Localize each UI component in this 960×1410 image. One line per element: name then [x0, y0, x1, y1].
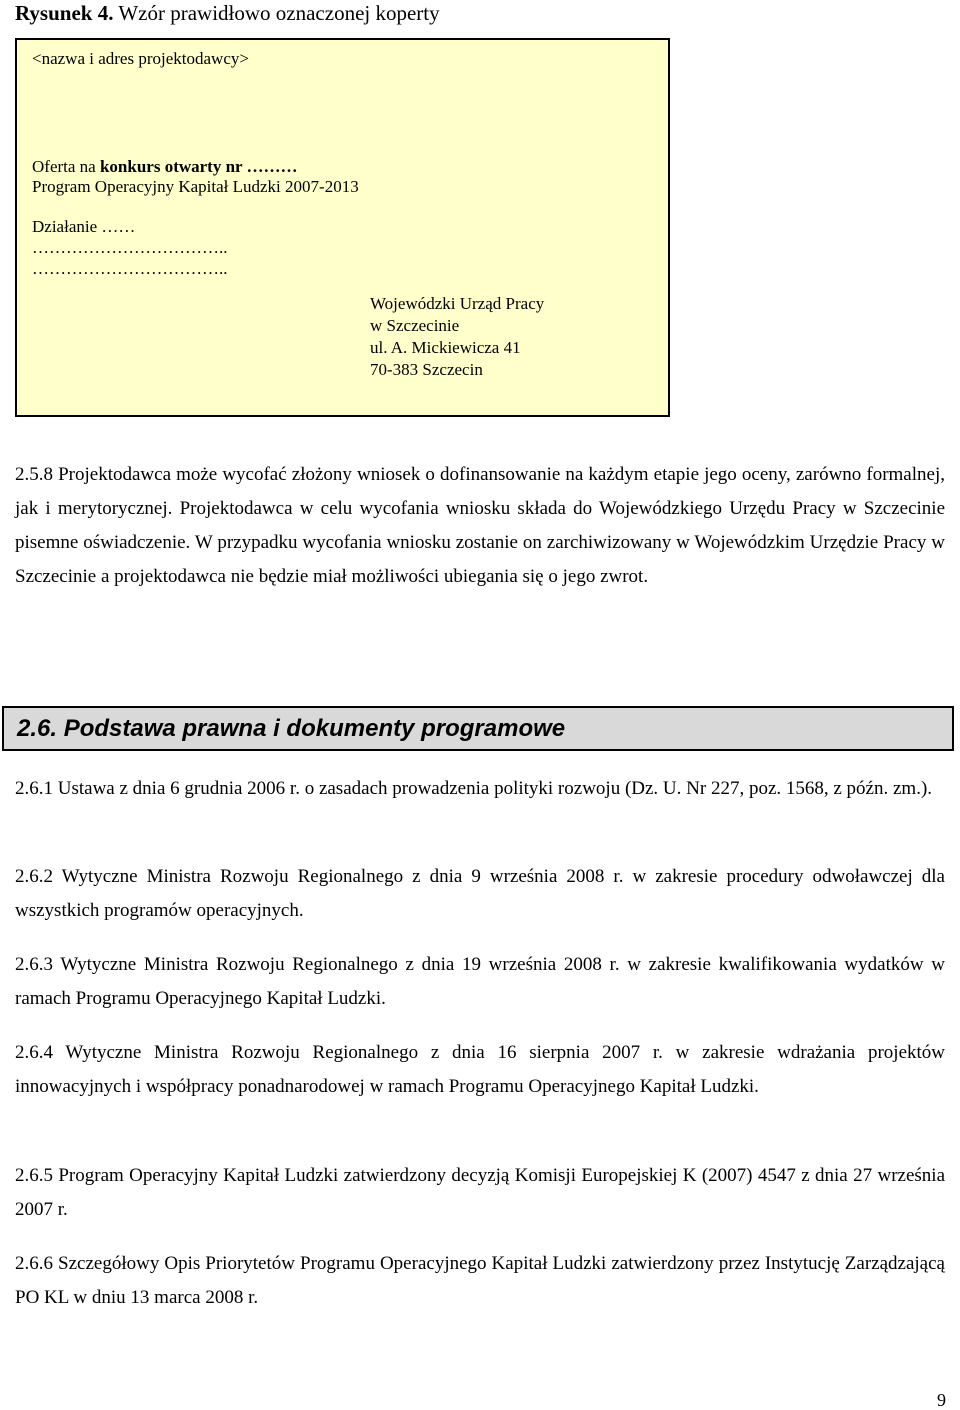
list-item-2-6-2: 2.6.2 Wytyczne Ministra Rozwoju Regionalnego z dnia 9 września 2008 r. w zakresie procedury odwoławczej dla wszystkich programów operacyjnych.	[15, 866, 945, 921]
envelope-recipient-line: Wojewódzki Urząd Pracy	[370, 294, 545, 313]
envelope-action: Działanie ……	[32, 217, 136, 236]
envelope-dots-2: ……………………………..	[32, 259, 228, 278]
envelope-sample	[15, 38, 670, 417]
list-item-2-6-5: 2.6.5 Program Operacyjny Kapitał Ludzki zatwierdzony decyzją Komisji Europejskiej K (2007) 4547 z dnia 27 września 2007 r.	[15, 1165, 945, 1220]
envelope-recipient-line: 70-383 Szczecin	[370, 360, 483, 379]
page-number: 9	[937, 1390, 946, 1410]
figure-caption-title: Wzór prawidłowo oznaczonej koperty	[113, 1, 440, 25]
envelope-offer-bold: konkurs otwarty nr ………	[99, 157, 298, 176]
list-item-2-6-6: 2.6.6 Szczegółowy Opis Priorytetów Programu Operacyjnego Kapitał Ludzki zatwierdzony przez Instytucję Zarządzającą PO KL w dniu 13 marca 2008 r.	[15, 1253, 945, 1308]
envelope-recipient-line: ul. A. Mickiewicza 41	[370, 338, 521, 357]
envelope-program: Program Operacyjny Kapitał Ludzki 2007-2013	[32, 177, 359, 196]
list-item-2-6-4: 2.6.4 Wytyczne Ministra Rozwoju Regionalnego z dnia 16 sierpnia 2007 r. w zakresie wdrażania projektów innowacyjnych i współpracy ponadnarodowej w ramach Programu Operacyjnego Kapitał Ludzki.	[15, 1042, 945, 1097]
envelope-sender: <nazwa i adres projektodawcy>	[32, 49, 249, 68]
list-item-2-6-3: 2.6.3 Wytyczne Ministra Rozwoju Regionalnego z dnia 19 września 2008 r. w zakresie kwalifikowania wydatków w ramach Programu Operacyjnego Kapitał Ludzki.	[15, 954, 945, 1009]
section-heading-2-6	[2, 706, 954, 751]
envelope-offer-prefix: Oferta na	[32, 157, 100, 176]
envelope-recipient-line: w Szczecinie	[370, 316, 460, 335]
envelope-dots-1: ……………………………..	[32, 238, 228, 257]
envelope-offer-line	[32, 156, 298, 178]
figure-caption	[15, 0, 440, 26]
paragraph-2-5-8: 2.5.8 Projektodawca może wycofać złożony wniosek o dofinansowanie na każdym etapie jego oceny, zarówno formalnej, jak i merytorycznej. Projektodawca w celu wycofania wniosku składa do Wojewódzkiego Urzędu Pracy w Szczecinie pisemne oświadczenie. W przypadku wycofania wniosku zostanie on zarchiwizowany w Wojewódzkim Urzędzie Pracy w Szczecinie a projektodawca nie będzie miał możliwości ubiegania się o jego zwrot.	[15, 464, 945, 587]
list-item-2-6-1: 2.6.1 Ustawa z dnia 6 grudnia 2006 r. o zasadach prowadzenia polityki rozwoju (Dz. U. Nr 227, poz. 1568, z późn. zm.).	[15, 778, 933, 799]
figure-caption-label: Rysunek 4.	[15, 1, 114, 25]
section-heading-text: 2.6. Podstawa prawna i dokumenty programowe	[17, 715, 566, 742]
